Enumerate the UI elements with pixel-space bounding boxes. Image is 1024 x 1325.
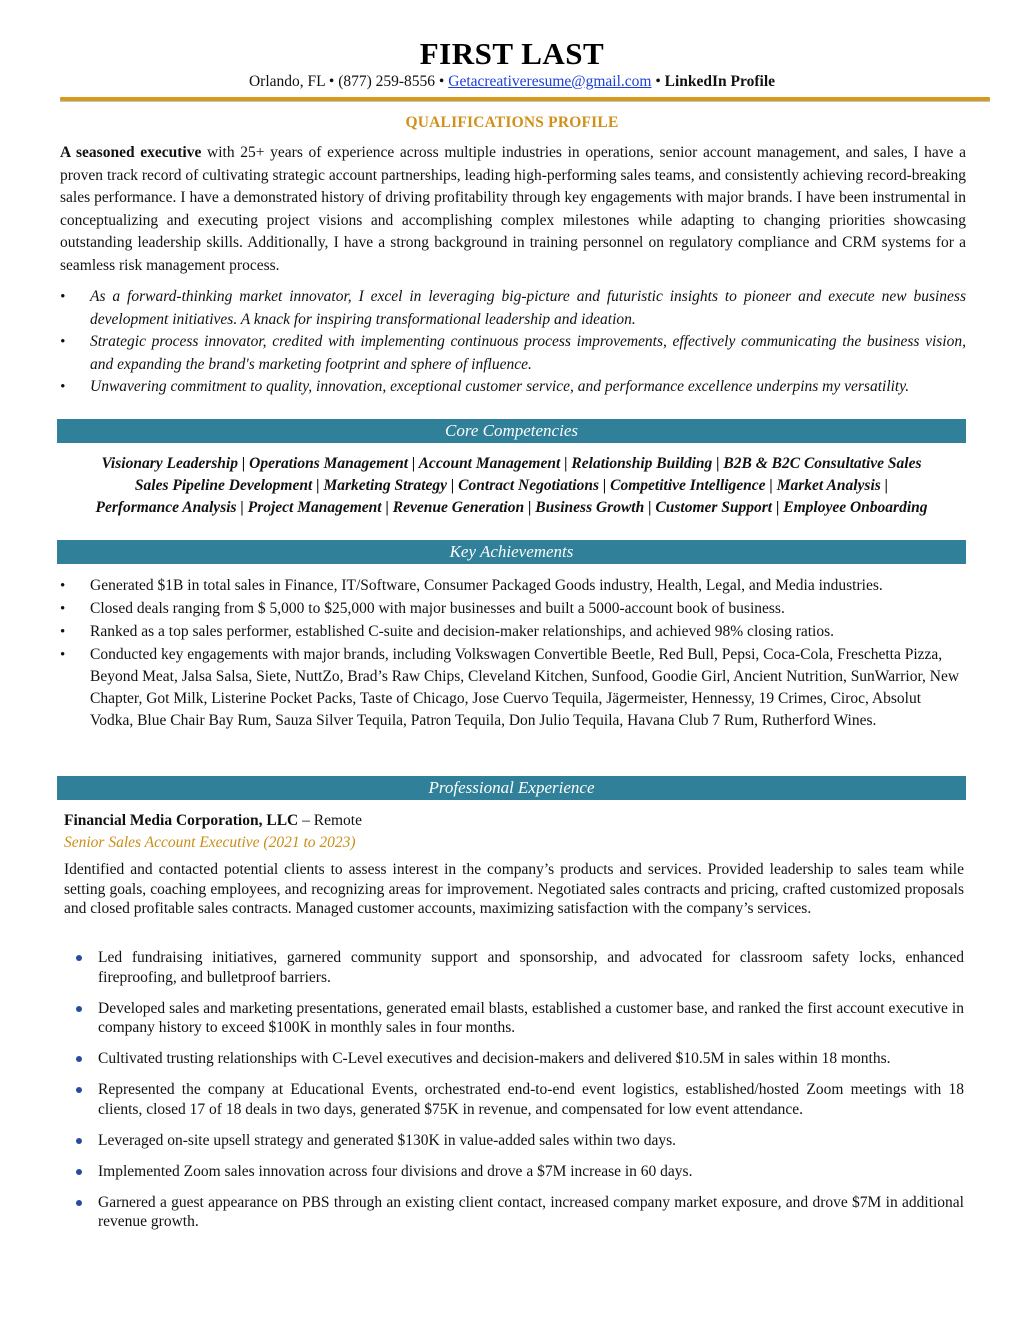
location-phone: Orlando, FL • (877) 259-8556 • bbox=[248, 73, 449, 90]
bullet-text: Developed sales and marketing presentations, generated email blasts, established a customer base, and ranked the first account executive in company history to exceed $100K in monthly sales in four months. bbox=[98, 999, 964, 1036]
company-name: Financial Media Corporation, LLC bbox=[64, 812, 299, 829]
competency-line: Performance Analysis | Project Management | Revenue Generation | Business Growth | Customer Support | Employee Onboarding bbox=[95, 499, 928, 516]
qualifications-bullets bbox=[60, 286, 966, 399]
contact-separator: • bbox=[651, 73, 665, 90]
bullet-dot-icon bbox=[76, 1169, 82, 1175]
list-item bbox=[64, 1131, 964, 1151]
list-item: • Generated $1B in total sales in Finance, IT/Software, Consumer Packaged Goods industry, Health, Legal, and Media industries. bbox=[60, 575, 966, 597]
list-item: • Strategic process innovator, credited with implementing continuous process improvements, effectively communicating the business vision, and expanding the brand's marketing footprint and sphere of influence. bbox=[60, 331, 966, 376]
experience-summary: Identified and contacted potential clients to assess interest in the company’s products and services. Provided leadership to sales team while setting goals, coaching employees, and recognizing areas for improvement. Negotiated sales contracts and pricing, crafted customized proposals and closed profitable sales contracts. Managed customer accounts, maximizing satisfaction with the company’s services. bbox=[64, 861, 964, 917]
company-line bbox=[64, 812, 362, 830]
summary-lead: A seasoned executive bbox=[60, 144, 202, 161]
competency-line: Sales Pipeline Development | Marketing Strategy | Contract Negotiations | Competitive Intelligence | Market Analysis | bbox=[134, 477, 889, 494]
core-competencies-heading: Core Competencies bbox=[57, 419, 966, 443]
bullet-text: Implemented Zoom sales innovation across four divisions and drove a $7M increase in 60 days. bbox=[98, 1162, 693, 1180]
list-item bbox=[64, 1049, 964, 1069]
linkedin-link[interactable]: LinkedIn Profile bbox=[664, 73, 776, 90]
bullet-text: Led fundraising initiatives, garnered community support and sponsorship, and advocated for classroom safety locks, enhanced fireproofing, and bulletproof barriers. bbox=[98, 949, 964, 986]
bullet-dot-icon bbox=[76, 1200, 82, 1206]
list-item: • Unwavering commitment to quality, innovation, exceptional customer service, and performance excellence underpins my versatility. bbox=[60, 376, 966, 399]
list-item bbox=[64, 1193, 964, 1232]
contact-line bbox=[0, 73, 1024, 91]
bullet-dot-icon bbox=[76, 1006, 82, 1012]
list-item bbox=[64, 948, 964, 987]
bullet-dot-icon bbox=[76, 1087, 82, 1093]
list-item: • Conducted key engagements with major brands, including Volkswagen Convertible Beetle, Red Bull, Pepsi, Coca-Cola, Freschetta Pizza, Beyond Meat, Jalsa Salsa, Siete, NuttZo, Brad’s Raw Chips, Cleveland Kitchen, Sunfood, Goodie Girl, Ancient Nutrition, SunWarrior, New Chapter, Got Milk, Listerine Pocket Packs, Taste of Chicago, Jose Cuervo Tequila, Jägermeister, Hennessy, 19 Crimes, Ciroc, Absolut Vodka, Blue Chair Bay Rum, Sauza Silver Tequila, Patron Tequila, Don Julio Tequila, Havana Club 7 Rum, Rutherford Wines. bbox=[60, 644, 966, 732]
summary-text: with 25+ years of experience across multiple industries in operations, senior account management, and sales, I have a proven track record of cultivating strategic account partnerships, leading high-performing sales teams, and consistently achieving record-breaking sales performance. I have a demonstrated history of driving profitability through key engagements with major brands. I have been instrumental in conceptualizing and executing project visions and accomplishing complex milestones while adapting to changing priorities showcasing outstanding leadership skills. Additionally, I have a strong background in training personnel on regulatory compliance and CRM systems for a seamless risk management process. bbox=[60, 144, 966, 274]
email-link[interactable]: Getacreativeresume@gmail.com bbox=[448, 73, 652, 90]
list-item: • Closed deals ranging from $ 5,000 to $25,000 with major businesses and built a 5000-account book of business. bbox=[60, 598, 966, 620]
core-competencies-list bbox=[57, 453, 966, 519]
achievements-list bbox=[60, 575, 966, 732]
qualifications-summary bbox=[60, 142, 966, 277]
list-item bbox=[64, 1080, 964, 1119]
bullet-dot-icon bbox=[76, 1138, 82, 1144]
qualifications-heading: QUALIFICATIONS PROFILE bbox=[405, 114, 619, 131]
list-item bbox=[64, 1162, 964, 1182]
bullet-text: Garnered a guest appearance on PBS through an existing client contact, increased company market exposure, and drove $7M in additional revenue growth. bbox=[98, 1193, 964, 1230]
list-item: • As a forward-thinking market innovator, I excel in leveraging big-picture and futuristic insights to pioneer and execute new business development initiatives. A knack for inspiring transformational leadership and ideation. bbox=[60, 286, 966, 331]
job-title: Senior Sales Account Executive (2021 to 2023) bbox=[64, 834, 356, 851]
bullet-text: Cultivated trusting relationships with C-Level executives and decision-makers and delivered $10.5M in sales within 18 months. bbox=[98, 1050, 891, 1067]
professional-experience-heading: Professional Experience bbox=[57, 776, 966, 800]
competency-line: Visionary Leadership | Operations Management | Account Management | Relationship Building | B2B & B2C Consultative Sales bbox=[101, 455, 922, 472]
bullet-text: Represented the company at Educational Events, orchestrated end-to-end event logistics, established/hosted Zoom meetings with 18 clients, closed 17 of 18 deals in two days, generated $75K in revenue, and compensated for low event attendance. bbox=[98, 1081, 964, 1118]
bullet-dot-icon bbox=[76, 1056, 82, 1062]
company-location: – Remote bbox=[298, 812, 362, 829]
list-item: • Ranked as a top sales performer, established C-suite and decision-maker relationships, and achieved 98% closing ratios. bbox=[60, 621, 966, 643]
list-item bbox=[64, 999, 964, 1038]
key-achievements-heading: Key Achievements bbox=[57, 540, 966, 564]
bullet-dot-icon bbox=[76, 955, 82, 961]
bullet-text: Leveraged on-site upsell strategy and generated $130K in value-added sales within two days. bbox=[98, 1131, 677, 1149]
candidate-name: FIRST LAST bbox=[419, 36, 605, 71]
experience-bullets bbox=[64, 948, 964, 1243]
header-divider-shadow bbox=[60, 101, 990, 102]
